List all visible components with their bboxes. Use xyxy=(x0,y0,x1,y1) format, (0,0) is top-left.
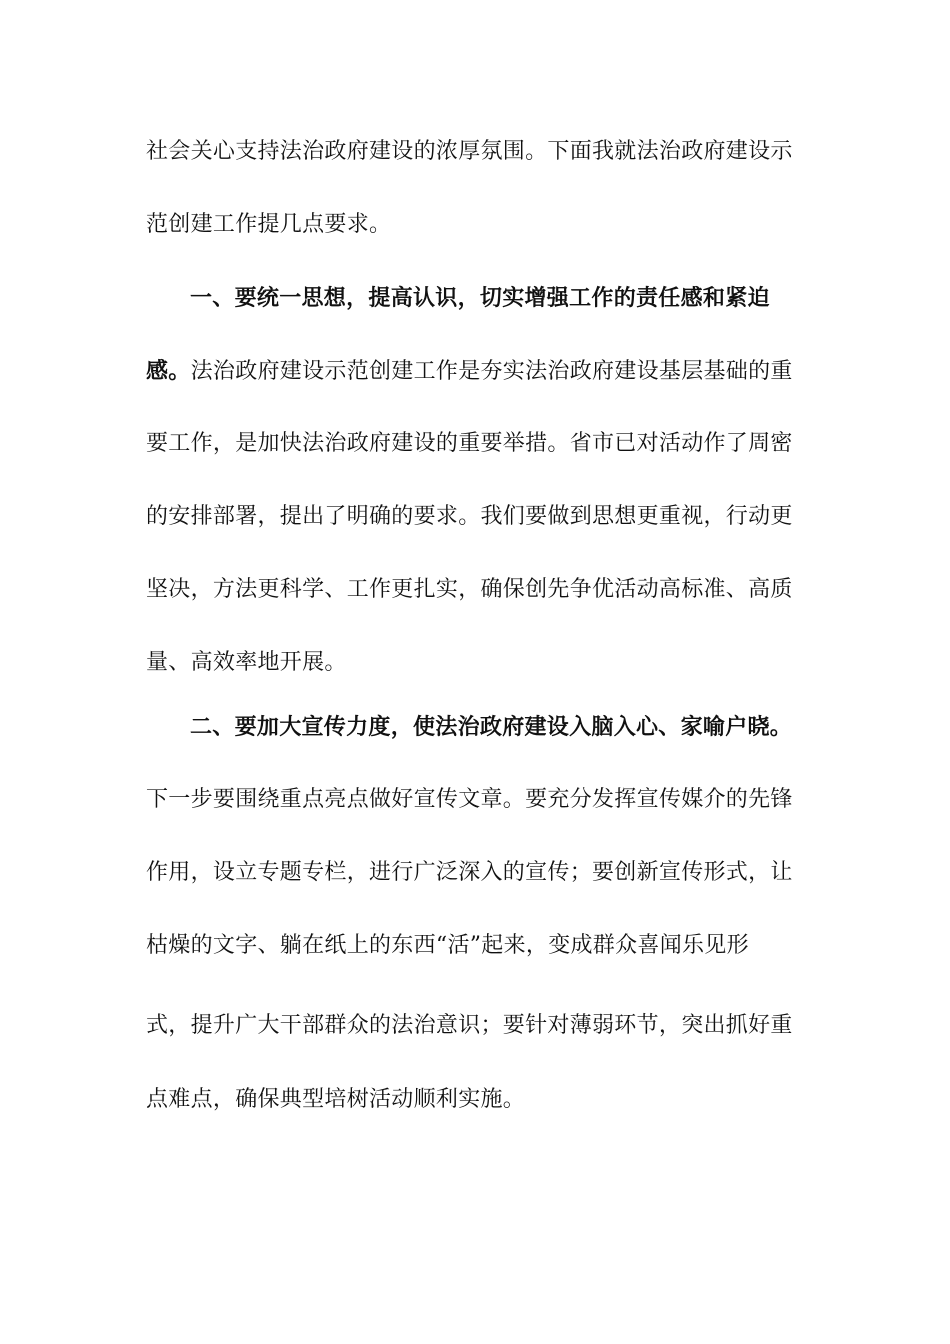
text-line xyxy=(146,1085,806,1115)
text-line xyxy=(146,575,806,605)
heading-text: 二、要加大宣传力度，使法治政府建设入脑入心、家喻户晓。 xyxy=(190,714,793,740)
heading-text-end: 感。 xyxy=(146,358,191,384)
text-segment: 点难点，确保典型培树活动顺利实施。 xyxy=(146,1087,526,1112)
text-segment: 社会关心支持法治政府建设的浓厚氛围。下面我就法治政府建设示 xyxy=(146,139,793,164)
text-segment: 作用，设立专题专栏，进行广泛深入的宣传；要创新宣传形式，让 xyxy=(146,860,793,885)
heading-text: 一、要统一思想，提高认识，切实增强工作的责任感和紧迫 xyxy=(190,285,770,311)
text-line xyxy=(146,502,806,532)
text-segment: 坚决，方法更科学、工作更扎实，确保创先争优活动高标准、高质 xyxy=(146,577,793,602)
text-segment: 范创建工作提几点要求。 xyxy=(146,212,392,237)
text-segment: 量、高效率地开展。 xyxy=(146,650,347,675)
text-line xyxy=(146,137,806,167)
text-segment: 式，提升广大干部群众的法治意识；要针对薄弱环节，突出抓好重 xyxy=(146,1013,793,1038)
section-heading-1 xyxy=(190,283,850,314)
text-segment: 要工作，是加快法治政府建设的重要举措。省市已对活动作了周密 xyxy=(146,431,793,456)
text-line xyxy=(146,931,806,961)
text-line xyxy=(146,429,806,459)
text-segment: 法治政府建设示范创建工作是夯实法治政府建设基层基础的重 xyxy=(190,359,793,384)
text-line xyxy=(146,356,806,387)
text-line xyxy=(146,858,806,888)
text-segment: 的安排部署，提出了明确的要求。我们要做到思想更重视，行动更 xyxy=(146,504,793,529)
text-line xyxy=(146,210,806,240)
text-segment: 枯燥的文字、躺在纸上的东西“活”起来，变成群众喜闻乐见形 xyxy=(146,933,749,958)
text-line xyxy=(146,1011,806,1041)
text-line xyxy=(146,785,806,815)
section-heading-2 xyxy=(190,712,850,743)
text-line xyxy=(146,648,806,678)
text-segment: 下一步要围绕重点亮点做好宣传文章。要充分发挥宣传媒介的先锋 xyxy=(146,787,793,812)
